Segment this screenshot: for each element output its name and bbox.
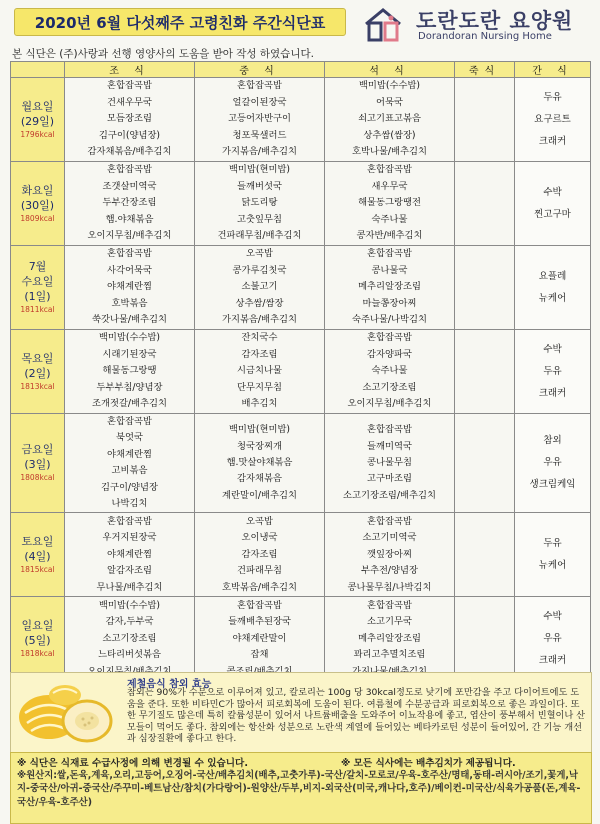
dish-item: 두부부침/양념장 bbox=[96, 381, 163, 393]
dinner-cell bbox=[325, 414, 455, 513]
day-date: (30일) bbox=[20, 198, 55, 212]
dinner-cell bbox=[325, 513, 455, 597]
dish-item: 혼합잡곡밥 bbox=[107, 164, 152, 176]
lunch-cell bbox=[195, 414, 325, 513]
snack-item: 요플레 bbox=[538, 270, 567, 282]
dish-item: 해물동그랑땡전 bbox=[358, 197, 421, 209]
day-name: 화요일 bbox=[21, 183, 54, 197]
lunch-cell bbox=[195, 597, 325, 681]
col-header-juk: 죽식 bbox=[455, 62, 515, 78]
month-label: 7월 bbox=[28, 259, 47, 273]
dish-item: 건파래무침/배추김치 bbox=[217, 230, 302, 242]
day-date: (3일) bbox=[24, 458, 51, 472]
dish-item: 오이냉국 bbox=[241, 532, 278, 544]
dish-item: 감자채볶음/배추김치 bbox=[87, 146, 172, 158]
dish-item: 어묵국 bbox=[376, 96, 403, 108]
col-header-dinner: 석 식 bbox=[325, 62, 455, 78]
header-corner bbox=[11, 62, 65, 78]
dish-item: 혼합잡곡밥 bbox=[367, 248, 412, 260]
table-row bbox=[11, 78, 591, 162]
dish-item: 햄.맛살야채볶음 bbox=[226, 457, 293, 469]
kcal-value: 1811kcal bbox=[20, 304, 55, 314]
dish-item: 알감자조림 bbox=[107, 565, 152, 577]
dish-item: 고등어자반구이 bbox=[228, 113, 291, 125]
col-header-snack: 간 식 bbox=[515, 62, 591, 78]
dish-item: 혼합잡곡밥 bbox=[367, 164, 412, 176]
dinner-cell bbox=[325, 246, 455, 330]
dish-item: 고춧잎무침 bbox=[237, 213, 282, 225]
dish-item: 백미밥(현미밥) bbox=[228, 164, 291, 176]
dish-item: 혼합잡곡밥 bbox=[237, 599, 282, 611]
snack-item: 우유 bbox=[543, 632, 562, 644]
dish-item: 소고기미역국 bbox=[362, 532, 417, 544]
snack-item: 찐고구마 bbox=[534, 208, 571, 220]
juk-cell bbox=[455, 78, 515, 162]
dish-item: 혼합잡곡밥 bbox=[367, 599, 412, 611]
dish-item: 우거지된장국 bbox=[102, 532, 157, 544]
dish-item: 콩자반/배추김치 bbox=[356, 230, 423, 242]
origin-info: ※원산지:쌀,돈육,계육,오리,고등어,오징어-국산/배추김치(배추,고춧가루)-국산/갈치-모로코/우육-호주산/명태,동태-러시아/조기,꽃게,낙지-중국산/아귀-중국산/주꾸미-베트남산/참치(가다랑어)-원양산/두부,비지-외국산(미국,캐나다,호주)/베이컨-미국산/식육가공품(돈,계육-국산/우육-호주산) bbox=[17, 770, 581, 808]
dish-item: 야채계란찜 bbox=[107, 448, 152, 460]
dish-item: 혼합잡곡밥 bbox=[107, 80, 152, 92]
col-header-lunch: 중 식 bbox=[195, 62, 325, 78]
juk-cell bbox=[455, 414, 515, 513]
logo-subtitle: Dorandoran Nursing Home bbox=[418, 31, 552, 42]
dish-item: 야채계란찜 bbox=[107, 281, 152, 293]
note-kimchi: ※ 모든 식사에는 배추김치가 제공됩니다. bbox=[341, 758, 516, 769]
dinner-cell bbox=[325, 597, 455, 681]
dish-item: 혼합잡곡밥 bbox=[237, 80, 282, 92]
dish-item: 느타리버섯볶음 bbox=[98, 649, 161, 661]
dish-item: 숙주나물 bbox=[371, 213, 408, 225]
dish-item: 숙주나물/나박김치 bbox=[352, 314, 427, 326]
breakfast-cell bbox=[65, 246, 195, 330]
snack-cell bbox=[515, 513, 591, 597]
day-date: (4일) bbox=[24, 549, 51, 563]
kcal-value: 1813kcal bbox=[20, 381, 55, 391]
dish-item: 콩가루김칫국 bbox=[232, 264, 287, 276]
header bbox=[0, 0, 600, 46]
dinner-cell bbox=[325, 162, 455, 246]
snack-item: 크래커 bbox=[538, 387, 567, 399]
day-date: (2일) bbox=[24, 366, 51, 380]
dish-item: 혼합잡곡밥 bbox=[107, 515, 152, 527]
breakfast-cell bbox=[65, 78, 195, 162]
logo-name: 도란도란 요양원 bbox=[416, 9, 574, 33]
dish-item: 숙주나물 bbox=[371, 365, 408, 377]
dish-item: 가지볶음/배추김치 bbox=[222, 146, 297, 158]
weekly-menu-table bbox=[10, 61, 591, 681]
dish-item: 들깨미역국 bbox=[367, 440, 412, 452]
day-cell bbox=[11, 330, 65, 414]
dish-item: 햄.야채볶음 bbox=[105, 213, 154, 225]
dish-item: 두부간장조림 bbox=[102, 197, 157, 209]
day-cell bbox=[11, 597, 65, 681]
snack-cell bbox=[515, 78, 591, 162]
dinner-cell bbox=[325, 330, 455, 414]
dish-item: 단무지무침 bbox=[237, 381, 282, 393]
info-title: 제철음식 참외 효능 bbox=[127, 679, 212, 690]
dish-item: 혼합잡곡밥 bbox=[367, 515, 412, 527]
snack-item: 수박 bbox=[543, 610, 562, 622]
notes-box bbox=[10, 752, 592, 824]
snack-item: 수박 bbox=[543, 343, 562, 355]
dish-item: 호박볶음 bbox=[111, 297, 148, 309]
dish-item: 잡채 bbox=[250, 649, 269, 661]
dish-item: 김구이/양념장 bbox=[100, 481, 159, 493]
dish-item: 무나물/배추김치 bbox=[96, 581, 163, 593]
dish-item: 콩나물국 bbox=[371, 264, 408, 276]
lunch-cell bbox=[195, 162, 325, 246]
snack-cell bbox=[515, 330, 591, 414]
dish-item: 호박볶음/배추김치 bbox=[222, 581, 297, 593]
dish-item: 백미밥(수수밥) bbox=[98, 332, 161, 344]
dish-item: 백미밥(현미밥) bbox=[228, 424, 291, 436]
breakfast-cell bbox=[65, 597, 195, 681]
snack-item: 크래커 bbox=[538, 654, 567, 666]
dish-item: 오곡밥 bbox=[246, 248, 273, 260]
dish-item: 메추리알장조림 bbox=[358, 281, 421, 293]
dish-item: 가지볶음/배추김치 bbox=[222, 314, 297, 326]
dish-item: 쇠고기표고볶음 bbox=[358, 113, 421, 125]
lunch-cell bbox=[195, 246, 325, 330]
dish-item: 오이지무침/배추김치 bbox=[87, 230, 172, 242]
house-logo-icon bbox=[362, 6, 404, 44]
dish-item: 부추전/양념장 bbox=[360, 565, 419, 577]
day-date: (29일) bbox=[20, 114, 55, 128]
info-text: 참외는 90%가 수분으로 이루어져 있고, 칼로리는 100g 당 30kcal정도로 낮기에 포만감을 주고 다이어트에도 도움을 준다. 또한 비타민C가 많아서 피로회복에 도움이 된다. 여름철에 수분공급과 피로회복으로 좋은 과일이다. 또한 무기질도 많은데 특히 칼륨성분이 있어서 나트륨배출을 도와주어 이뇨작용에 좋고, 엽산이 풍부해서 빈혈이나 산모들이 먹어도 좋다. 참외에는 항산화 성분으로 노란색 계열에 들어있는 베타카로틴 성분이 들어있어, 간 기능 개선과 심장질환에 좋다고 한다. bbox=[127, 687, 586, 745]
table-row bbox=[11, 597, 591, 681]
juk-cell bbox=[455, 246, 515, 330]
dish-item: 해물동그랑땡 bbox=[102, 365, 157, 377]
snack-item: 수박 bbox=[543, 186, 562, 198]
table-row bbox=[11, 246, 591, 330]
table-row bbox=[11, 162, 591, 246]
dish-item: 혼합잡곡밥 bbox=[107, 248, 152, 260]
kcal-value: 1815kcal bbox=[20, 564, 55, 574]
table-row bbox=[11, 513, 591, 597]
dish-item: 얼갈이된장국 bbox=[232, 96, 287, 108]
dish-item: 시금치나물 bbox=[237, 365, 282, 377]
dish-item: 꽈리고추멸치조림 bbox=[353, 649, 426, 661]
day-name: 수요일 bbox=[21, 274, 54, 288]
breakfast-cell bbox=[65, 330, 195, 414]
snack-item: 두유 bbox=[543, 537, 562, 549]
dish-item: 조개젓갈/배추김치 bbox=[92, 398, 167, 410]
dish-item: 새우무국 bbox=[371, 180, 408, 192]
dish-item: 조갯살미역국 bbox=[102, 180, 157, 192]
dish-item: 북엇국 bbox=[116, 432, 143, 444]
table-row bbox=[11, 330, 591, 414]
dish-item: 감자채볶음 bbox=[237, 473, 282, 485]
day-name: 토요일 bbox=[21, 534, 54, 548]
day-cell bbox=[11, 414, 65, 513]
kcal-value: 1818kcal bbox=[20, 648, 55, 658]
breakfast-cell bbox=[65, 162, 195, 246]
day-cell bbox=[11, 162, 65, 246]
snack-item: 뉴케어 bbox=[538, 292, 567, 304]
dish-item: 소고기장조림 bbox=[102, 632, 157, 644]
breakfast-cell bbox=[65, 513, 195, 597]
day-name: 일요일 bbox=[21, 618, 54, 632]
day-name: 목요일 bbox=[21, 351, 54, 365]
table-header-row bbox=[11, 62, 591, 78]
snack-cell bbox=[515, 597, 591, 681]
day-date: (1일) bbox=[24, 289, 51, 303]
dish-item: 감자양파국 bbox=[367, 348, 412, 360]
day-cell bbox=[11, 246, 65, 330]
juk-cell bbox=[455, 513, 515, 597]
dish-item: 고구마조림 bbox=[367, 473, 412, 485]
dish-item: 콩나물무침 bbox=[367, 457, 412, 469]
dish-item: 배추김치 bbox=[241, 398, 278, 410]
dish-item: 청포묵샐러드 bbox=[232, 129, 287, 141]
dish-item: 김구이(양념장) bbox=[98, 129, 161, 141]
dish-item: 백미밥(수수밥) bbox=[98, 599, 161, 611]
juk-cell bbox=[455, 597, 515, 681]
seasonal-food-info bbox=[10, 672, 592, 754]
table-row bbox=[11, 414, 591, 513]
dish-item: 콩나물무침/나박김치 bbox=[347, 581, 432, 593]
dish-item: 메추리알장조림 bbox=[358, 632, 421, 644]
dish-item: 감자,두부국 bbox=[105, 616, 154, 628]
dish-item: 닭도리탕 bbox=[241, 197, 278, 209]
snack-cell bbox=[515, 414, 591, 513]
dish-item: 소불고기 bbox=[241, 281, 278, 293]
dish-item: 감자조림 bbox=[241, 548, 278, 560]
lunch-cell bbox=[195, 330, 325, 414]
snack-cell bbox=[515, 246, 591, 330]
dish-item: 쑥갓나물/배추김치 bbox=[92, 314, 167, 326]
note-menu-change: ※ 식단은 식재료 수급사정에 의해 변경될 수 있습니다. bbox=[17, 758, 248, 769]
dish-item: 청국장찌개 bbox=[237, 440, 282, 452]
dish-item: 혼합잡곡밥 bbox=[107, 416, 152, 427]
dish-item: 깻잎장아찌 bbox=[367, 548, 412, 560]
lunch-cell bbox=[195, 513, 325, 597]
dish-item: 오이지무침/배추김치 bbox=[347, 398, 432, 410]
snack-item: 우유 bbox=[543, 457, 562, 469]
dish-item: 소고기무국 bbox=[367, 616, 412, 628]
snack-cell bbox=[515, 162, 591, 246]
snack-item: 두유 bbox=[543, 91, 562, 103]
dish-item: 시래기된장국 bbox=[102, 348, 157, 360]
page-title: 2020년 6월 다섯째주 고령친화 주간식단표 bbox=[14, 8, 346, 36]
juk-cell bbox=[455, 330, 515, 414]
dinner-cell bbox=[325, 78, 455, 162]
kcal-value: 1796kcal bbox=[20, 129, 55, 139]
dish-item: 상추쌈(쌈장) bbox=[363, 129, 416, 141]
day-name: 금요일 bbox=[21, 443, 54, 457]
snack-item: 요구르트 bbox=[534, 113, 571, 125]
kcal-value: 1808kcal bbox=[20, 473, 55, 483]
dish-item: 사각어묵국 bbox=[107, 264, 152, 276]
dish-item: 혼합잡곡밥 bbox=[367, 424, 412, 436]
dish-item: 소고기장조림/배추김치 bbox=[343, 489, 436, 501]
snack-item: 두유 bbox=[543, 365, 562, 377]
dish-item: 호박나물/배추김치 bbox=[352, 146, 427, 158]
dish-item: 건파래무침 bbox=[237, 565, 282, 577]
day-name: 월요일 bbox=[21, 99, 54, 113]
dish-item: 계란말이/배추김치 bbox=[222, 489, 297, 501]
dish-item: 건새우무국 bbox=[107, 96, 152, 108]
snack-item: 뉴케어 bbox=[538, 559, 567, 571]
snack-item: 생크림케잌 bbox=[529, 479, 576, 491]
dish-item: 오곡밥 bbox=[246, 515, 273, 527]
lunch-cell bbox=[195, 78, 325, 162]
dish-item: 소고기장조림 bbox=[362, 381, 417, 393]
snack-item: 크래커 bbox=[538, 135, 567, 147]
day-date: (5일) bbox=[24, 633, 51, 647]
dish-item: 나박김치 bbox=[111, 498, 148, 510]
dish-item: 들깨배추된장국 bbox=[228, 616, 291, 628]
snack-item: 참외 bbox=[543, 435, 562, 447]
dish-item: 감자조림 bbox=[241, 348, 278, 360]
juk-cell bbox=[455, 162, 515, 246]
kcal-value: 1809kcal bbox=[20, 213, 55, 223]
notice-text: 본 식단은 (주)사랑과 선행 영양사의 도움을 받아 작성 하였습니다. bbox=[12, 48, 314, 60]
breakfast-cell bbox=[65, 414, 195, 513]
dish-item: 들깨버섯국 bbox=[237, 180, 282, 192]
dish-item: 백미밥(수수밥) bbox=[358, 80, 421, 92]
day-cell bbox=[11, 513, 65, 597]
dish-item: 마늘쫑장아찌 bbox=[362, 297, 417, 309]
dish-item: 상추쌈/쌈장 bbox=[235, 297, 284, 309]
dish-item: 고비볶음 bbox=[111, 465, 148, 477]
dish-item: 잔치국수 bbox=[241, 332, 278, 344]
dish-item: 모듬장조림 bbox=[107, 113, 152, 125]
day-cell bbox=[11, 78, 65, 162]
dish-item: 혼합잡곡밥 bbox=[367, 332, 412, 344]
col-header-breakfast: 조 식 bbox=[65, 62, 195, 78]
dish-item: 야채계란찜 bbox=[107, 548, 152, 560]
korean-melon-image bbox=[15, 677, 115, 749]
dish-item: 야채계란말이 bbox=[232, 632, 287, 644]
